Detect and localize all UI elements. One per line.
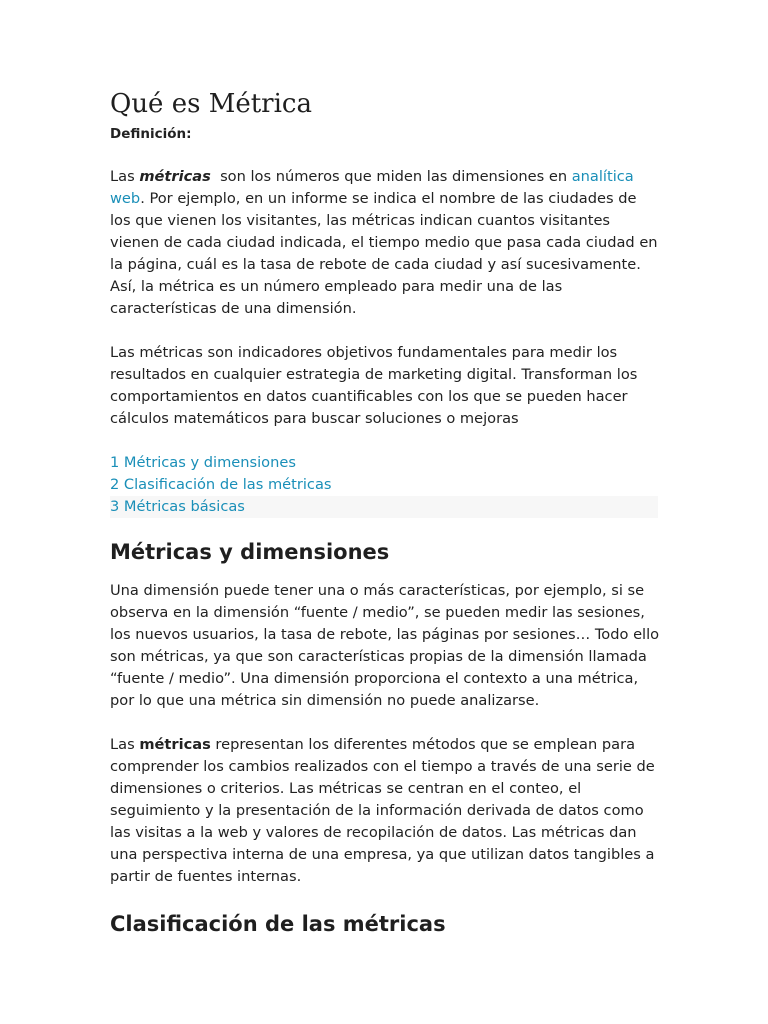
toc-item-metricas-basicas[interactable]: 3 Métricas básicas (110, 496, 658, 518)
section1-paragraph-1: Una dimensión puede tener una o más características, por ejemplo, si se observa en la dimensión “fuente / medio”, se pueden medir las sesiones, los nuevos usuarios, la tasa de rebote, las páginas por sesiones… Todo ello son métricas, ya que son características propias de la dimensión llamada “fuente / medio”. Una dimensión proporciona el contexto a una métrica, por lo que una métrica sin dimensión no puede analizarse. (110, 582, 660, 709)
section1-p2-bold-term: métricas (139, 736, 211, 753)
intro-prefix: Las (110, 168, 140, 185)
section1-p2-rest: representan los diferentes métodos que se emplean para comprender los cambios realizados con el tiempo a través de una serie de dimensiones o criterios. Las métricas se centran en el conteo, el seguimiento y la presentación de la información derivada de datos como las visitas a la web y valores de recopilación de datos. Las métricas dan una perspectiva interna de una empresa, ya que utilizan datos tangibles a partir de fuentes internas. (110, 736, 655, 885)
section-heading-metricas-dimensiones: Métricas y dimensiones (110, 540, 390, 564)
article (110, 86, 660, 940)
intro-middle: son los números que miden las dimensiones en (210, 168, 572, 185)
section1-paragraph-2 (110, 734, 660, 888)
analitica-web-link[interactable]: analítica web (110, 168, 634, 207)
intro-suffix: . Por ejemplo, en un informe se indica el nombre de las ciudades de los que vienen los visitantes, las métricas indican cuantos visitantes vienen de cada ciudad indicada, el tiempo medio que pasa cada ciudad en la página, cuál es la tasa de rebote de cada ciudad y así sucesivamente. Así, la métrica es un número empleado para medir una de las características de una dimensión. (110, 190, 658, 317)
definition-label: Definición: (110, 126, 192, 142)
section1-p2-prefix: Las (110, 736, 140, 753)
intro-paragraph (110, 166, 660, 320)
toc-item-clasificacion[interactable]: 2 Clasificación de las métricas (110, 476, 332, 493)
section-heading-clasificacion: Clasificación de las métricas (110, 912, 446, 936)
paragraph-2: Las métricas son indicadores objetivos fundamentales para medir los resultados en cualquier estrategia de marketing digital. Transforman los comportamientos en datos cuantificables con los que se pueden hacer cálculos matemáticos para buscar soluciones o mejoras (110, 344, 638, 427)
toc-item-metricas-dimensiones[interactable]: 1 Métricas y dimensiones (110, 454, 296, 471)
intro-bold-term: métricas (139, 168, 211, 185)
table-of-contents (110, 452, 660, 518)
page-title: Qué es Métrica (110, 89, 312, 119)
